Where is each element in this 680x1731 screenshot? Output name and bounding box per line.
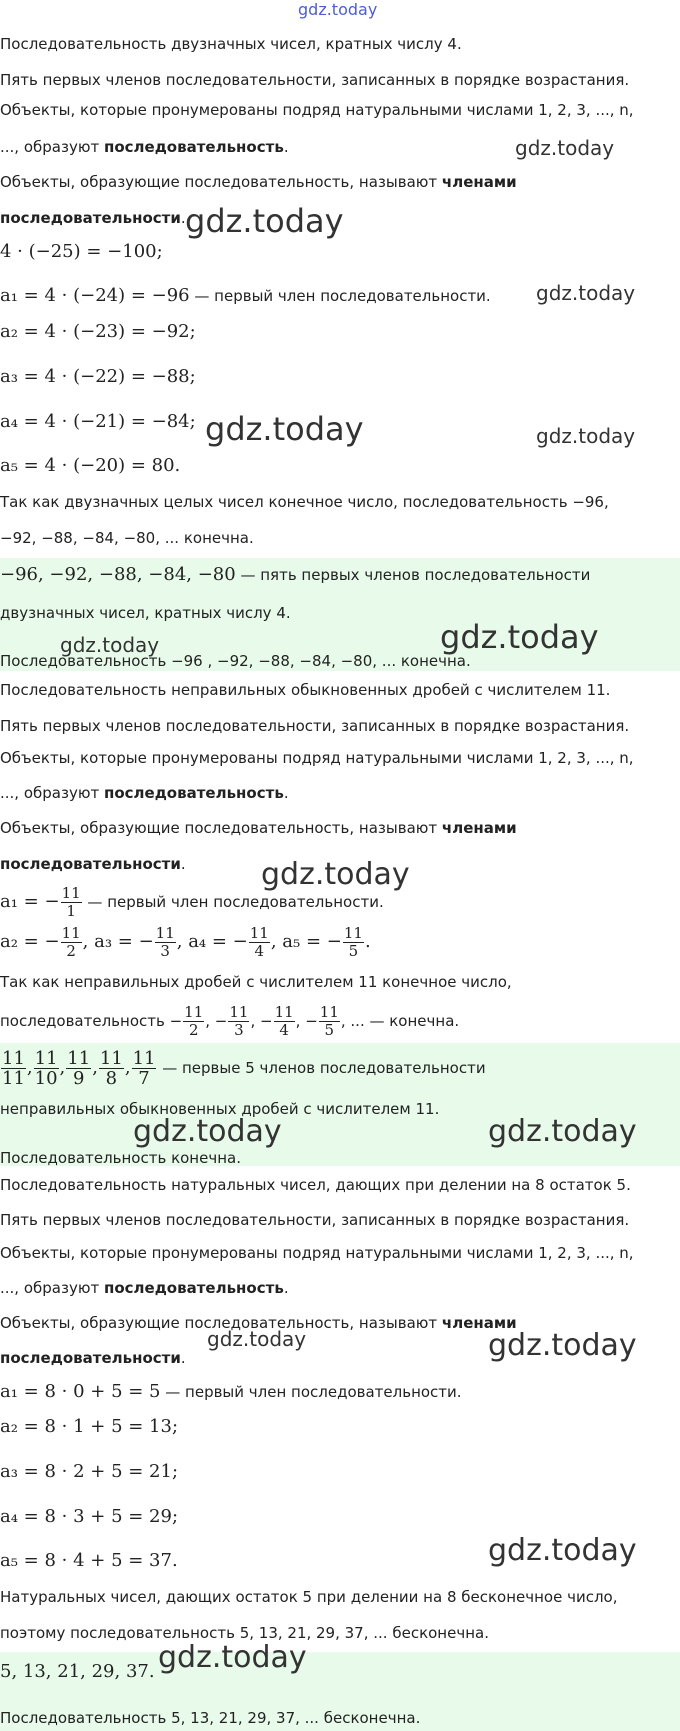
section1-a4: a₄ = 4 · (−21) = −84; (0, 411, 196, 432)
section1-conclusion-line1: Так как двузначных целых чисел конечное число, последовательность −96, (0, 493, 609, 511)
section3-conclusion-line1: Натуральных чисел, дающих остаток 5 при делении на 8 бесконечное число, (0, 1588, 618, 1606)
watermark-text: gdz.today (536, 281, 636, 305)
watermark-text: gdz.today (185, 202, 344, 240)
section3-answer-line1: 5, 13, 21, 29, 37. (0, 1661, 155, 1682)
section1-answer-line3: Последовательность −96 , −92, −88, −84, −80, ... конечна. (0, 652, 471, 670)
section3-intro: Пять первых членов последовательности, записанных в порядке возрастания. (0, 1211, 630, 1229)
section3-title: Последовательность натуральных чисел, дающих при делении на 8 остаток 5. (0, 1176, 631, 1194)
section1-intro: Пять первых членов последовательности, записанных в порядке возрастания. (0, 71, 630, 89)
section3-a4: a₄ = 8 · 3 + 5 = 29; (0, 1506, 179, 1527)
section1-definition-line1: Объекты, которые пронумерованы подряд натуральными числами 1, 2, 3, ..., n, (0, 101, 634, 119)
section1-answer-line2: двузначных чисел, кратных числу 4. (0, 604, 291, 622)
section2-a2-a5: a₂ = − $\frac{11}{2}$ , a₃ = − $\frac{11}{3}$ , a₄ = − $\frac{11}{4}$ , a₅ = − $\frac{11}{5}$ . (0, 924, 371, 960)
section2-a1: a₁ = − $\frac{11}{1}$ — первый член последовательности. (0, 884, 384, 920)
section2-members-line2: последовательности. (0, 855, 186, 873)
section1-calc0: 4 · (−25) = −100; (0, 241, 163, 262)
section1-members-line2: последовательности. (0, 209, 186, 227)
watermark-text: gdz.today (488, 1533, 637, 1568)
section2-members-line1: Объекты, образующие последовательность, называют членами (0, 819, 517, 837)
section1-title: Последовательность двузначных чисел, кратных числу 4. (0, 35, 462, 53)
watermark-text: gdz.today (261, 857, 410, 892)
section1-answer-line1: −96, −92, −88, −84, −80 — пять первых членов последовательности (0, 564, 591, 585)
section3-conclusion-line2: поэтому последовательность 5, 13, 21, 29, 37, ... бесконечна. (0, 1624, 489, 1642)
section3-definition-line2: ..., образуют последовательность. (0, 1279, 289, 1297)
watermark-text: gdz.today (207, 1327, 307, 1351)
watermark-text: gdz.today (488, 1328, 637, 1363)
section3-a2: a₂ = 8 · 1 + 5 = 13; (0, 1416, 179, 1437)
watermark-text: gdz.today (440, 618, 599, 656)
watermark-text: gdz.today (133, 1114, 282, 1149)
section1-members-line1: Объекты, образующие последовательность, называют членами (0, 173, 517, 191)
section2-definition-line1: Объекты, которые пронумерованы подряд натуральными числами 1, 2, 3, ..., n, (0, 749, 634, 767)
section1-a2: a₂ = 4 · (−23) = −92; (0, 321, 196, 342)
section2-conclusion-line2: последовательность − $\frac{11}{2}$ , − $\frac{11}{3}$ , − $\frac{11}{4}$ , − $\frac{11}{5}$ , ... — конечна. (0, 1003, 460, 1039)
section2-answer-line2: неправильных обыкновенных дробей с числителем 11. (0, 1100, 440, 1118)
section3-members-line2: последовательности. (0, 1349, 186, 1367)
watermark-text: gdz.today (205, 410, 364, 448)
section1-a3: a₃ = 4 · (−22) = −88; (0, 366, 196, 387)
watermark-top: gdz.today (298, 0, 378, 19)
watermark-text: gdz.today (536, 424, 636, 448)
section1-definition-line2: ..., образуют последовательность. (0, 138, 289, 156)
section3-answer-line2: Последовательность 5, 13, 21, 29, 37, ... бесконечна. (0, 1709, 421, 1727)
section2-answer-line1: $\frac{11}{11}$ , $\frac{11}{10}$ , $\frac{11}{9}$ , $\frac{11}{8}$ , $\frac{11}{7}$ — первые 5 членов последовательности (2, 1048, 486, 1089)
watermark-text: gdz.today (515, 136, 615, 160)
section1-conclusion-line2: −92, −88, −84, −80, ... конечна. (0, 529, 254, 547)
section2-answer-line3: Последовательность конечна. (0, 1149, 241, 1167)
section2-title: Последовательность неправильных обыкновенных дробей с числителем 11. (0, 681, 611, 699)
section3-a5: a₅ = 8 · 4 + 5 = 37. (0, 1550, 178, 1571)
section2-intro: Пять первых членов последовательности, записанных в порядке возрастания. (0, 717, 630, 735)
section3-a3: a₃ = 8 · 2 + 5 = 21; (0, 1461, 179, 1482)
watermark-text: gdz.today (488, 1114, 637, 1149)
section3-members-line1: Объекты, образующие последовательность, называют членами (0, 1314, 517, 1332)
section3-definition-line1: Объекты, которые пронумерованы подряд натуральными числами 1, 2, 3, ..., n, (0, 1244, 634, 1262)
watermark-text: gdz.today (60, 633, 160, 657)
watermark-text: gdz.today (158, 1640, 307, 1675)
section2-conclusion-line1: Так как неправильных дробей с числителем 11 конечное число, (0, 973, 512, 991)
section3-a1: a₁ = 8 · 0 + 5 = 5 — первый член последовательности. (0, 1381, 462, 1402)
section1-a5: a₅ = 4 · (−20) = 80. (0, 455, 181, 476)
section1-a1: a₁ = 4 · (−24) = −96 — первый член последовательности. (0, 285, 491, 306)
section2-definition-line2: ..., образуют последовательность. (0, 784, 289, 802)
